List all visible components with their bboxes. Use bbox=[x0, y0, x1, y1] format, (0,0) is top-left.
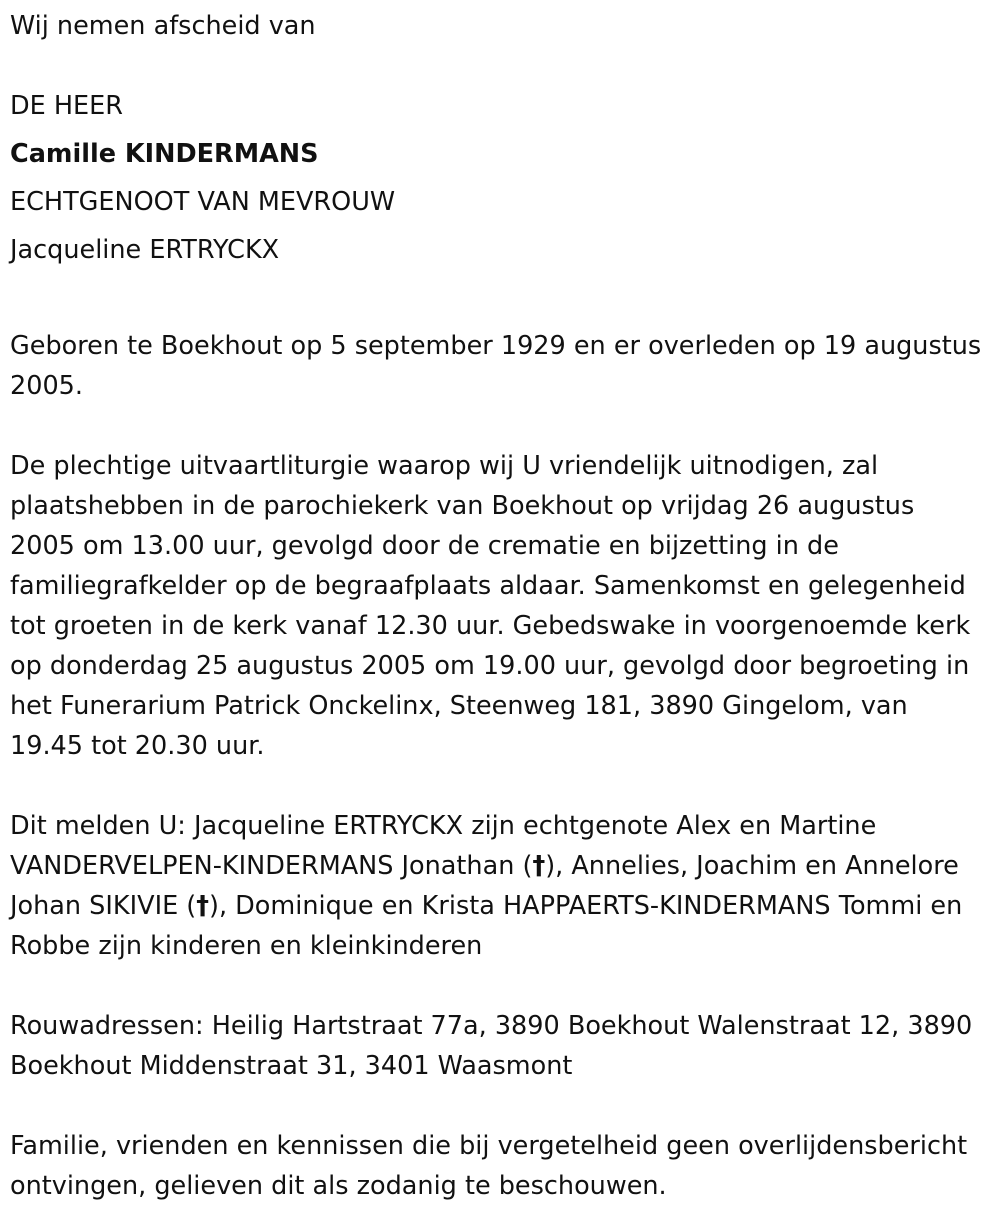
spouse-name: Jacqueline ERTRYCKX bbox=[10, 235, 280, 265]
announcers-text-3: ), Dominique en Krista HAPPAERTS-KINDERMANS Tommi en Robbe zijn kinderen en kleinkinderen bbox=[10, 891, 963, 961]
death-notice bbox=[10, 0, 985, 1206]
deceased-name: Camille KINDERMANS bbox=[10, 139, 319, 169]
birth-death-paragraph: Geboren te Boekhout op 5 september 1929 en er overleden op 19 augustus 2005. bbox=[10, 331, 982, 401]
funeral-paragraph: De plechtige uitvaartliturgie waarop wij U vriendelijk uitnodigen, zal plaatshebben in de parochiekerk van Boekhout op vrijdag 26 augustus 2005 om 13.00 uur, gevolgd door de crematie en bijzetting in de familiegrafkelder op de begraafplaats aldaar. Samenkomst en gelegenheid tot groeten in de kerk vanaf 12.30 uur. Gebedswake in voorgenoemde kerk op donderdag 25 augustus 2005 om 19.00 uur, gevolgd door begroeting in het Funerarium Patrick Onckelinx, Steenweg 181, 3890 Gingelom, van 19.45 tot 20.30 uur. bbox=[10, 451, 971, 761]
intro-text: Wij nemen afscheid van bbox=[10, 11, 316, 41]
announcers-text-2: ), Annelies, Joachim en Annelore Johan SIKIVIE ( bbox=[10, 851, 959, 921]
addresses-paragraph: Rouwadressen: Heilig Hartstraat 77a, 3890 Boekhout Walenstraat 12, 3890 Boekhout Middenstraat 31, 3401 Waasmont bbox=[10, 1011, 973, 1081]
spouse-label: ECHTGENOOT VAN MEVROUW bbox=[10, 187, 396, 217]
announcers-text-1: Dit melden U: Jacqueline ERTRYCKX zijn echtgenote Alex en Martine VANDERVELPEN-KINDERMANS Jonathan ( bbox=[10, 811, 877, 881]
cross-icon: † bbox=[532, 851, 546, 881]
cross-icon: † bbox=[196, 891, 210, 921]
closing-paragraph: Familie, vrienden en kennissen die bij vergetelheid geen overlijdensbericht ontvingen, gelieven dit als zodanig te beschouwen. bbox=[10, 1131, 968, 1201]
announcers-paragraph bbox=[10, 806, 985, 966]
honorific: DE HEER bbox=[10, 91, 123, 121]
